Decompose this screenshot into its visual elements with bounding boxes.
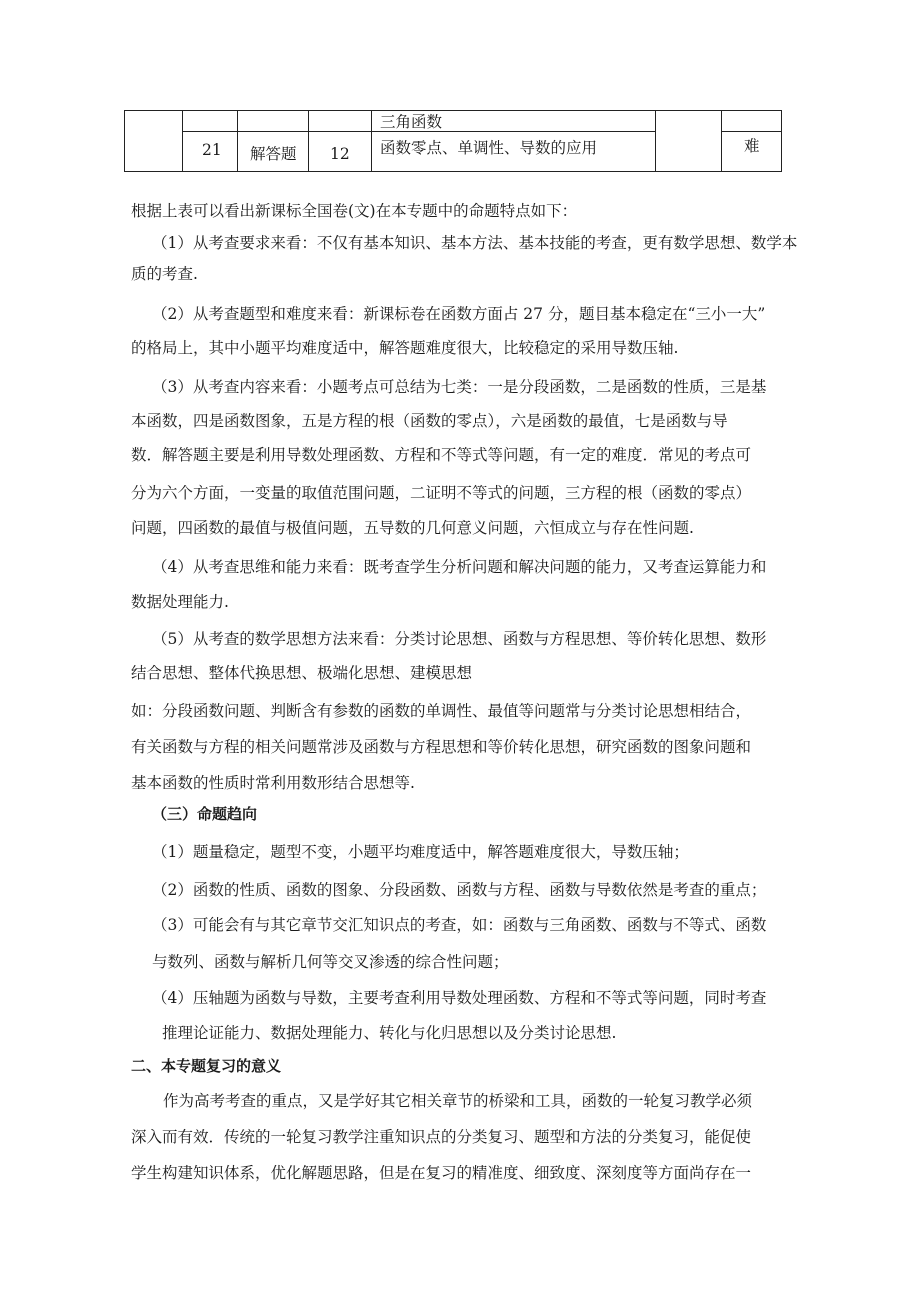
example-line-2: 有关函数与方程的相关问题常涉及函数与方程思想和等价转化思想，研究函数的图象问题和 (131, 738, 752, 756)
point-1-line-2: 质的考查. (131, 265, 198, 283)
point-2-line-1: （2）从考查题型和难度来看：新课标卷在函数方面占 27 分，题目基本稳定在“三小一大” (152, 305, 766, 323)
exam-table (124, 110, 782, 172)
table-cell-difficulty: 难 (744, 137, 760, 155)
point-4-line-2: 数据处理能力. (131, 593, 229, 611)
point-3-line-5: 问题，四函数的最值与极值问题，五导数的几何意义问题，六恒成立与存在性问题. (131, 519, 694, 537)
trend-heading: （三）命题趋向 (152, 805, 258, 823)
table-cell-topic-prev: 三角函数 (380, 113, 443, 131)
trend-2: （2）函数的性质、函数的图象、分段函数、函数与方程、函数与导数依然是考查的重点； (152, 881, 767, 899)
table-col-line (308, 110, 309, 172)
trend-3-line-1: （3）可能会有与其它章节交汇知识点的考查，如：函数与三角函数、函数与不等式、函数 (152, 916, 767, 934)
table-row-line-left (182, 131, 371, 132)
table-cell-type: 解答题 (250, 145, 297, 163)
point-1-line-1: （1）从考查要求来看：不仅有基本知识、基本方法、基本技能的考查，更有数学思想、数学本 (152, 234, 798, 252)
table-cell-number: 21 (202, 141, 222, 159)
point-2-line-2: 的格局上，其中小题平均难度适中，解答题难度很大，比较稳定的采用导数压轴. (131, 339, 679, 357)
section-2-heading: 二、本专题复习的意义 (131, 1057, 282, 1075)
table-cell-topic: 函数零点、单调性、导数的应用 (380, 139, 598, 157)
trend-4-line-1: （4）压轴题为函数与导数，主要考查利用导数处理函数、方程和不等式等问题，同时考查 (152, 989, 767, 1007)
point-4-line-1: （4）从考查思维和能力来看：既考查学生分析问题和解决问题的能力，又考查运算能力和 (152, 558, 767, 576)
example-line-1: 如：分段函数问题、判断含有参数的函数的单调性、最值等问题常与分类讨论思想相结合， (131, 702, 752, 720)
table-col-line (655, 110, 656, 172)
point-5-line-1: （5）从考查的数学思想方法来看：分类讨论思想、函数与方程思想、等价转化思想、数形 (152, 630, 767, 648)
point-3-line-4: 分为六个方面，一变量的取值范围问题，二证明不等式的问题，三方程的根（函数的零点） (131, 484, 752, 502)
point-3-line-3: 数．解答题主要是利用导数处理函数、方程和不等式等问题，有一定的难度．常见的考点可 (131, 446, 752, 464)
table-bottom-border (124, 171, 782, 172)
section-2-line-2: 深入而有效．传统的一轮复习教学注重知识点的分类复习、题型和方法的分类复习，能促使 (131, 1128, 752, 1146)
section-2-line-3: 学生构建知识体系，优化解题思路，但是在复习的精准度、细致度、深刻度等方面尚存在一 (131, 1164, 752, 1182)
table-col-line (237, 110, 238, 172)
section-2-line-1: 作为高考考查的重点，又是学好其它相关章节的桥梁和工具，函数的一轮复习教学必须 (163, 1092, 753, 1110)
point-3-line-2: 本函数，四是函数图象，五是方程的根（函数的零点），六是函数的最值，七是函数与导 (131, 412, 728, 430)
table-col-line (182, 110, 183, 172)
table-col-line (781, 110, 782, 172)
table-col-line (124, 110, 125, 172)
trend-1: （1）题量稳定，题型不变，小题平均难度适中，解答题难度很大，导数压轴； (152, 843, 689, 861)
trend-4-line-2: 推理论证能力、数据处理能力、转化与化归思想以及分类讨论思想. (162, 1024, 617, 1042)
table-cell-score: 12 (330, 145, 350, 163)
table-top-border (124, 110, 782, 111)
point-3-line-1: （3）从考查内容来看：小题考点可总结为七类：一是分段函数，二是函数的性质，三是基 (152, 378, 767, 396)
point-5-line-2: 结合思想、整体代换思想、极端化思想、建模思想 (131, 664, 473, 682)
intro-text: 根据上表可以看出新课标全国卷(文)在本专题中的命题特点如下： (131, 202, 578, 220)
table-col-line (721, 110, 722, 172)
table-col-line (371, 110, 372, 172)
table-row-line-right (722, 131, 782, 132)
example-line-3: 基本函数的性质时常利用数形结合思想等. (131, 774, 415, 792)
trend-3-line-2: 与数列、函数与解析几何等交叉渗透的综合性问题； (152, 953, 509, 971)
